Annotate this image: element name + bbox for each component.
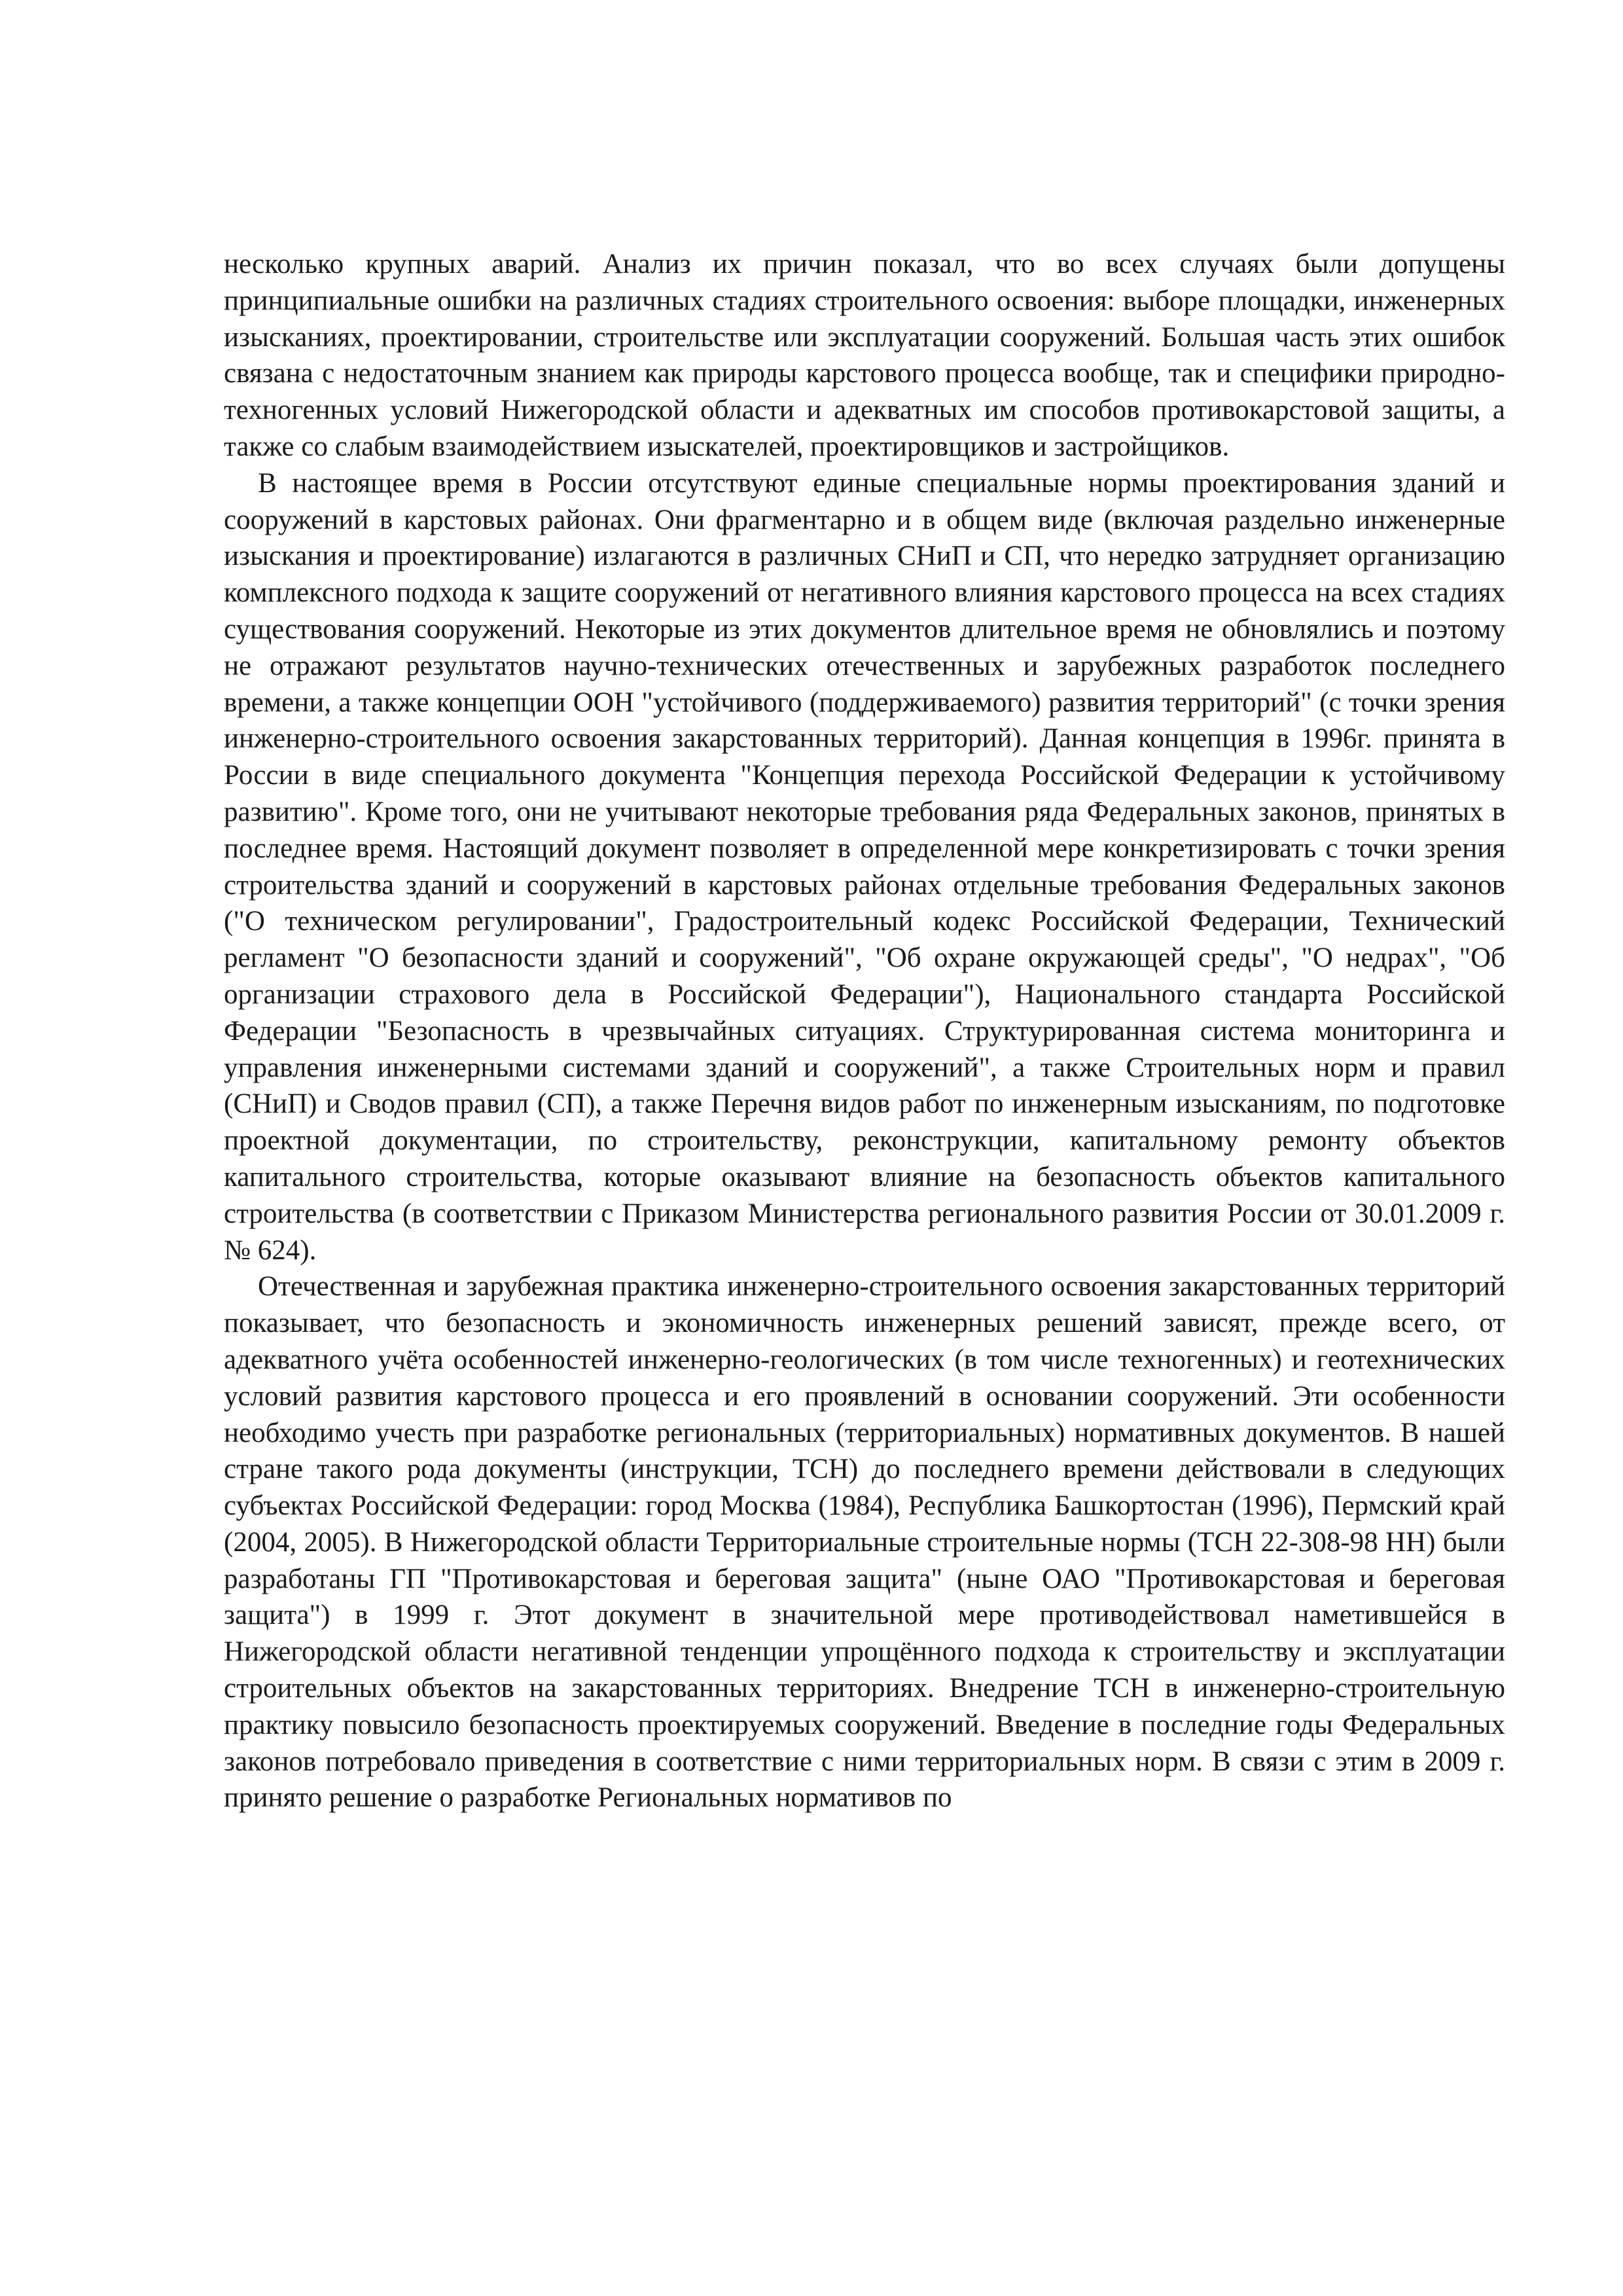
paragraph-continuation: несколько крупных аварий. Анализ их причин показал, что во всех случаях были допущены принципиальные ошибки на различных стадиях строительного освоения: выборе площадки, инженерных изысканиях, проектировании, строительстве или эксплуатации сооружений. Большая часть этих ошибок связана с недостаточным знанием как природы карстового процесса вообще, так и специфики природно-техногенных условий Нижегородской области и адекватных им способов противокарстовой защиты, а также со слабым взаимодействием изыскателей, проектировщиков и застройщиков. — [224, 249, 1505, 462]
document-body — [224, 246, 1505, 1816]
paragraph-regulations: В настоящее время в России отсутствуют единые специальные нормы проектирования зданий и сооружений в карстовых районах. Они фрагментарно и в общем виде (включая раздельно инженерные изыскания и проектирование) излагаются в различных СНиП и СП, что нередко затрудняет организацию комплексного подхода к защите сооружений от негативного влияния карстового процесса на всех стадиях существования сооружений. Некоторые из этих документов длительное время не обновлялись и поэтому не отражают результатов научно-технических отечественных и зарубежных разработок последнего времени, а также концепции ООН "устойчивого (поддерживаемого) развития территорий" (с точки зрения инженерно-строительного освоения закарстованных территорий). Данная концепция в 1996г. принята в России в виде специального документа "Концепция перехода Российской Федерации к устойчивому развитию". Кроме того, они не учитывают некоторые требования ряда Федеральных законов, принятых в последнее время. Настоящий документ позволяет в определенной мере конкретизировать с точки зрения строительства зданий и сооружений в карстовых районах отдельные требования Федеральных законов ("О техническом регулировании", Градостроительный кодекс Российской Федерации, Технический регламент "О безопасности зданий и сооружений", "Об охране окружающей среды", "О недрах", "Об организации страхового дела в Российской Федерации"), Национального стандарта Российской Федерации "Безопасность в чрезвычайных ситуациях. Структурированная система мониторинга и управления инженерными системами зданий и сооружений", а также Строительных норм и правил (СНиП) и Сводов правил (СП), а также Перечня видов работ по инженерным изысканиям, по подготовке проектной документации, по строительству, реконструкции, капитальному ремонту объектов капитального строительства, которые оказывают влияние на безопасность объектов капитального строительства (в соответствии с Приказом Министерства регионального развития России от 30.01.2009 г. № 624). — [224, 467, 1505, 1266]
paragraph-practice: Отечественная и зарубежная практика инженерно-строительного освоения закарстованных территорий показывает, что безопасность и экономичность инженерных решений зависят, прежде всего, от адекватного учёта особенностей инженерно-геологических (в том числе техногенных) и геотехнических условий развития карстового процесса и его проявлений в основании сооружений. Эти особенности необходимо учесть при разработке региональных (территориальных) нормативных документов. В нашей стране такого рода документы (инструкции, ТСН) до последнего времени действовали в следующих субъектах Российской Федерации: город Москва (1984), Республика Башкортостан (1996), Пермский край (2004, 2005). В Нижегородской области Территориальные строительные нормы (ТСН 22-308-98 НН) были разработаны ГП "Противокарстовая и береговая защита" (ныне ОАО "Противокарстовая и береговая защита") в 1999 г. Этот документ в значительной мере противодействовал наметившейся в Нижегородской области негативной тенденции упрощённого подхода к строительству и эксплуатации строительных объектов на закарстованных территориях. Внедрение ТСН в инженерно-строительную практику повысило безопасность проектируемых сооружений. Введение в последние годы Федеральных законов потребовало приведения в соответствие с ними территориальных норм. В связи с этим в 2009 г. принято решение о разработке Региональных нормативов по — [224, 1271, 1505, 1814]
